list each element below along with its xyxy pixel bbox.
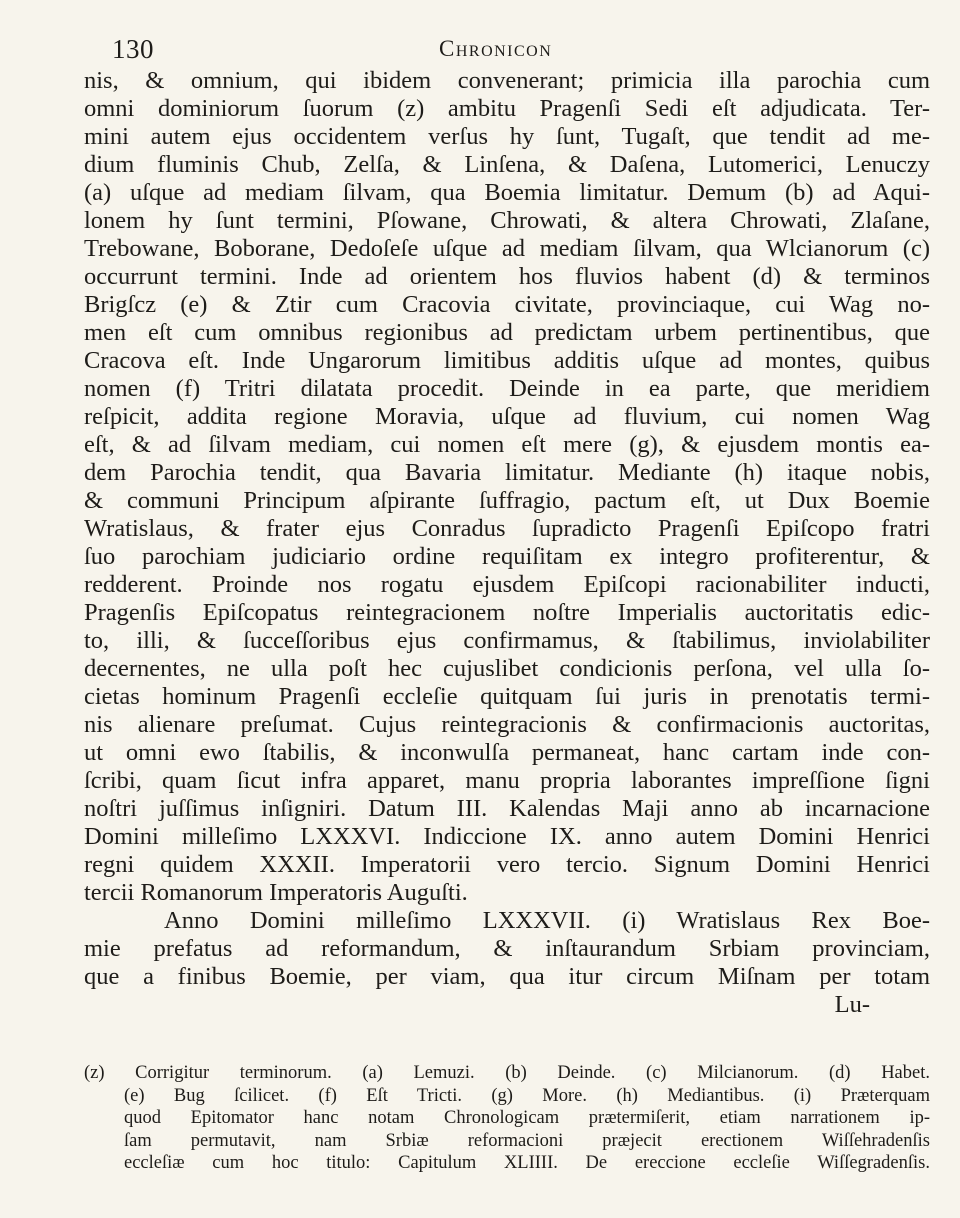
footnote-line: quod Epitomator hanc notam Chronologicam prætermiſerit, etiam narrationem ip- bbox=[124, 1108, 930, 1128]
text-line: regni quidem XXXII. Imperatorii vero tercio. Signum Domini Henrici bbox=[84, 851, 930, 878]
text-line: dium fluminis Chub, Zelſa, & Linſena, & Daſena, Lutomerici, Lenuczy bbox=[84, 151, 930, 178]
running-head: Chronicon bbox=[439, 36, 553, 61]
text-line: Brigſcz (e) & Ztir cum Cracovia civitate, provinciaque, cui Wag no- bbox=[84, 291, 930, 318]
text-line: Cracova eſt. Inde Ungarorum limitibus additis uſque ad montes, quibus bbox=[84, 347, 930, 374]
text-line: to, illi, & ſucceſſoribus ejus confirmamus, & ſtabilimus, inviolabiliter bbox=[84, 627, 930, 654]
text-line: Domini milleſimo LXXXVI. Indiccione IX. anno autem Domini Henrici bbox=[84, 823, 930, 850]
footnote-line: ſam permutavit, nam Srbiæ reformacioni præjecit erectionem Wiſſehradenſis bbox=[124, 1130, 930, 1151]
text-line: dem Parochia tendit, qua Bavaria limitatur. Mediante (h) itaque nobis, bbox=[84, 459, 930, 486]
text-line: mini autem ejus occidentem verſus hy ſunt, Tugaſt, que tendit ad me- bbox=[84, 123, 930, 150]
text-line: noſtri juſſimus inſigniri. Datum III. Kalendas Maji anno ab incarnacione bbox=[84, 795, 930, 822]
catchword: Lu- bbox=[834, 991, 870, 1018]
text-line: men eſt cum omnibus regionibus ad predictam urbem pertinentibus, que bbox=[84, 319, 930, 346]
footnote-line: eccleſiæ cum hoc titulo: Capitulum XLIIII. De ereccione eccleſie Wiſſegradenſis. bbox=[124, 1153, 930, 1173]
text-line: que a finibus Boemie, per viam, qua itur circum Miſnam per totam bbox=[84, 963, 930, 990]
paragraph-start-line: Anno Domini milleſimo LXXXVII. (i) Wratislaus Rex Boe- bbox=[164, 907, 930, 934]
text-line: nomen (f) Tritri dilatata procedit. Deinde in ea parte, que meridiem bbox=[84, 375, 930, 402]
text-line: ſuo parochiam judiciario ordine requiſitam ex integro profiterentur, & bbox=[84, 543, 930, 570]
text-line: ut omni ewo ſtabilis, & inconwulſa permaneat, hanc cartam inde con- bbox=[84, 739, 930, 766]
text-line: Trebowane, Boborane, Dedoſeſe uſque ad mediam ſilvam, qua Wlcianorum (c) bbox=[84, 235, 930, 262]
text-line: lonem hy ſunt termini, Pſowane, Chrowati, & altera Chrowati, Zlaſane, bbox=[84, 207, 930, 234]
text-line: reſpicit, addita regione Moravia, uſque ad fluvium, cui nomen Wag bbox=[84, 403, 930, 430]
text-line: ſcribi, quam ſicut infra apparet, manu propria laborantes impreſſione ſigni bbox=[84, 767, 930, 794]
footnote-line: (z) Corrigitur terminorum. (a) Lemuzi. (b) Deinde. (c) Milcianorum. (d) Habet. bbox=[84, 1063, 930, 1083]
main-text bbox=[84, 67, 930, 1019]
text-line: & communi Principum aſpirante ſuffragio, pactum eſt, ut Dux Boemie bbox=[84, 487, 930, 514]
text-line: decernentes, ne ulla poſt hec cujuslibet condicionis perſona, vel ulla ſo- bbox=[84, 655, 930, 682]
page-number: 130 bbox=[112, 34, 154, 64]
text-line: cietas hominum Pragenſi eccleſie quitquam ſui juris in prenotatis termi- bbox=[84, 683, 930, 710]
text-line: redderent. Proinde nos rogatu ejusdem Epiſcopi racionabiliter inducti, bbox=[84, 571, 930, 598]
text-line: (a) uſque ad mediam ſilvam, qua Boemia limitatur. Demum (b) ad Aqui- bbox=[84, 179, 930, 206]
footnote-line: (e) Bug ſcilicet. (f) Eſt Tricti. (g) More. (h) Mediantibus. (i) Præterquam bbox=[124, 1085, 930, 1106]
text-line: Wratislaus, & frater ejus Conradus ſupradicto Pragenſi Epiſcopo fratri bbox=[84, 515, 930, 542]
page-header bbox=[84, 30, 890, 70]
footnotes bbox=[84, 1062, 930, 1175]
text-line: nis alienare preſumat. Cujus reintegracionis & confirmacionis auctoritas, bbox=[84, 711, 930, 738]
text-line: Pragenſis Epiſcopatus reintegracionem noſtre Imperialis auctoritatis edic- bbox=[84, 599, 930, 626]
text-line: eſt, & ad ſilvam mediam, cui nomen eſt mere (g), & ejusdem montis ea- bbox=[84, 431, 930, 458]
text-line: mie prefatus ad reformandum, & inſtaurandum Srbiam provinciam, bbox=[84, 935, 930, 962]
text-line: omni dominiorum ſuorum (z) ambitu Pragenſi Sedi eſt adjudicata. Ter- bbox=[84, 95, 930, 122]
text-line: nis, & omnium, qui ibidem convenerant; primicia illa parochia cum bbox=[84, 67, 930, 94]
text-line: tercii Romanorum Imperatoris Auguſti. bbox=[84, 879, 468, 906]
text-line: occurrunt termini. Inde ad orientem hos fluvios habent (d) & terminos bbox=[84, 263, 930, 290]
